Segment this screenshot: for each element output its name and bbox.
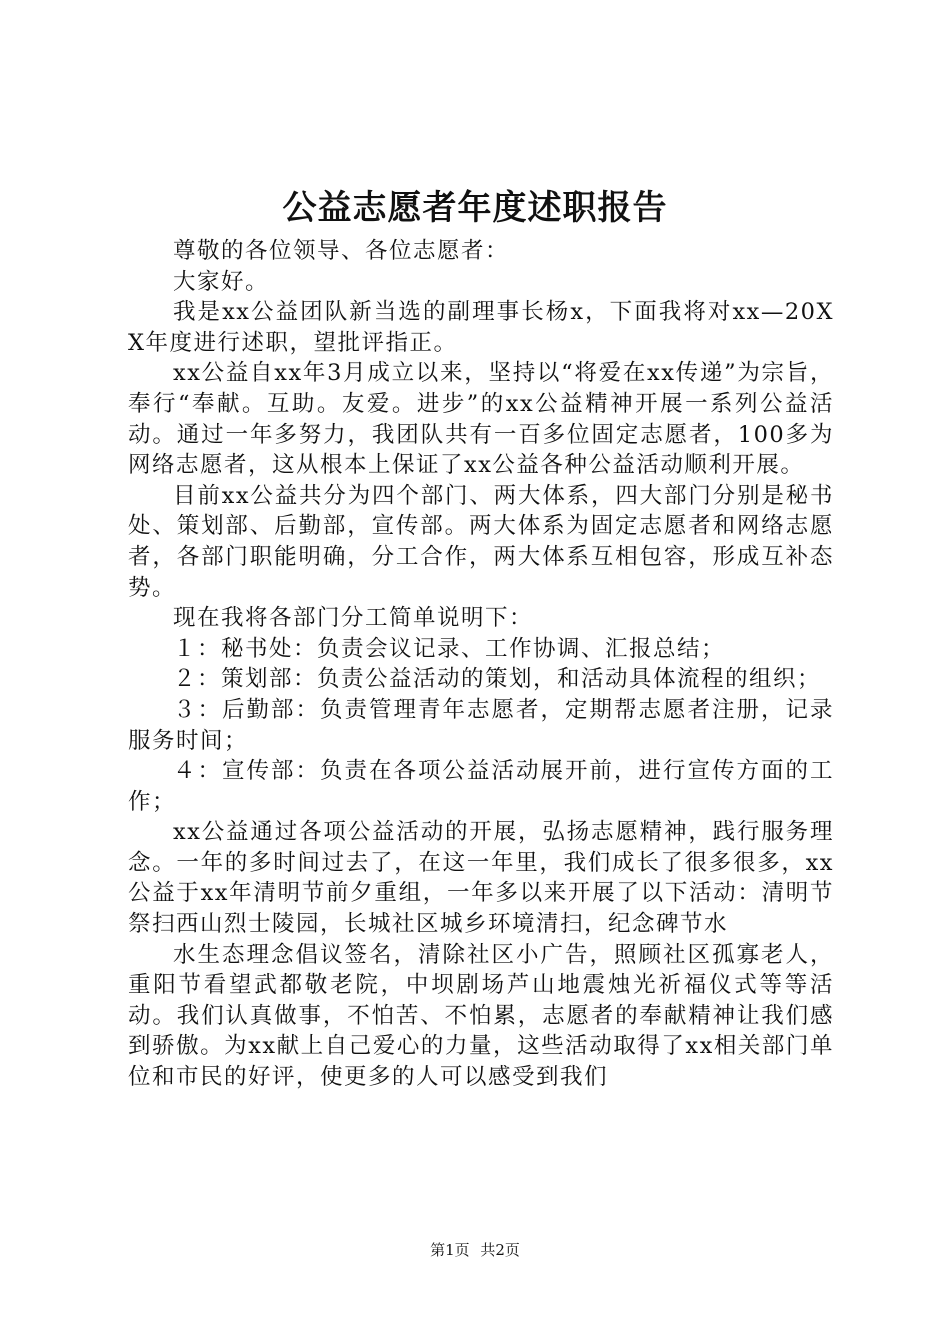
list-item-planning: ２：策划部：负责公益活动的策划，和活动具体流程的组织； (173, 666, 822, 693)
list-item-secretariat: １：秘书处：负责会议记录、工作协调、汇报总结； (173, 635, 726, 662)
list-item-publicity: ４：宣传部：负责在各项公益活动展开前，进行宣传方面的工作； (128, 758, 834, 815)
paragraph-structure: 目前xx公益共分为四个部门、两大体系，四大部门分别是秘书处、策划部、后勤部，宣传部。两大体系为固定志愿者和网络志愿者，各部门职能明确，分工合作，两大体系互相包容，形成互补态势。 (128, 482, 834, 601)
page-number: 第1页 (430, 1241, 470, 1259)
paragraph-division-intro: 现在我将各部门分工简单说明下： (173, 605, 534, 632)
paragraph-greeting: 大家好。 (173, 268, 270, 295)
page-total: 共2页 (480, 1241, 520, 1259)
paragraph-activities: xx公益通过各项公益活动的开展，弘扬志愿精神，践行服务理念。一年的多时间过去了，在这一年里，我们成长了很多很多，xx公益于xx年清明节前夕重组，一年多以来开展了以下活动：清明节祭扫西山烈士陵园，长城社区城乡环境清扫，纪念碑节水 (128, 819, 834, 938)
list-item-logistics: ３：后勤部：负责管理青年志愿者，定期帮志愿者注册，记录服务时间； (128, 696, 834, 754)
page-footer (0, 1240, 950, 1260)
paragraph-activities-continued: 水生态理念倡议签名，清除社区小广告，照顾社区孤寡老人，重阳节看望武都敬老院，中坝剧场芦山地震烛光祈福仪式等等活动。我们认真做事，不怕苦、不怕累，志愿者的奉献精神让我们感到骄傲。为xx献上自己爱心的力量，这些活动取得了xx相关部门单位和市民的好评，使更多的人可以感受到我们 (128, 941, 834, 1091)
paragraph-introduction: 我是xx公益团队新当选的副理事长杨x，下面我将对xx—20XX年度进行述职，望批评指正。 (128, 299, 834, 356)
paragraph-salutation: 尊敬的各位领导、各位志愿者： (173, 238, 510, 264)
paragraph-founding: xx公益自xx年3月成立以来，坚持以“将爱在xx传递”为宗旨，奉行“奉献。互助。友爱。进步”的xx公益精神开展一系列公益活动。通过一年多努力，我团队共有一百多位固定志愿者，100多为网络志愿者，这从根本上保证了xx公益各种公益活动顺利开展。 (128, 360, 834, 479)
document-title: 公益志愿者年度述职报告 (282, 188, 668, 228)
document-body (128, 236, 834, 1093)
